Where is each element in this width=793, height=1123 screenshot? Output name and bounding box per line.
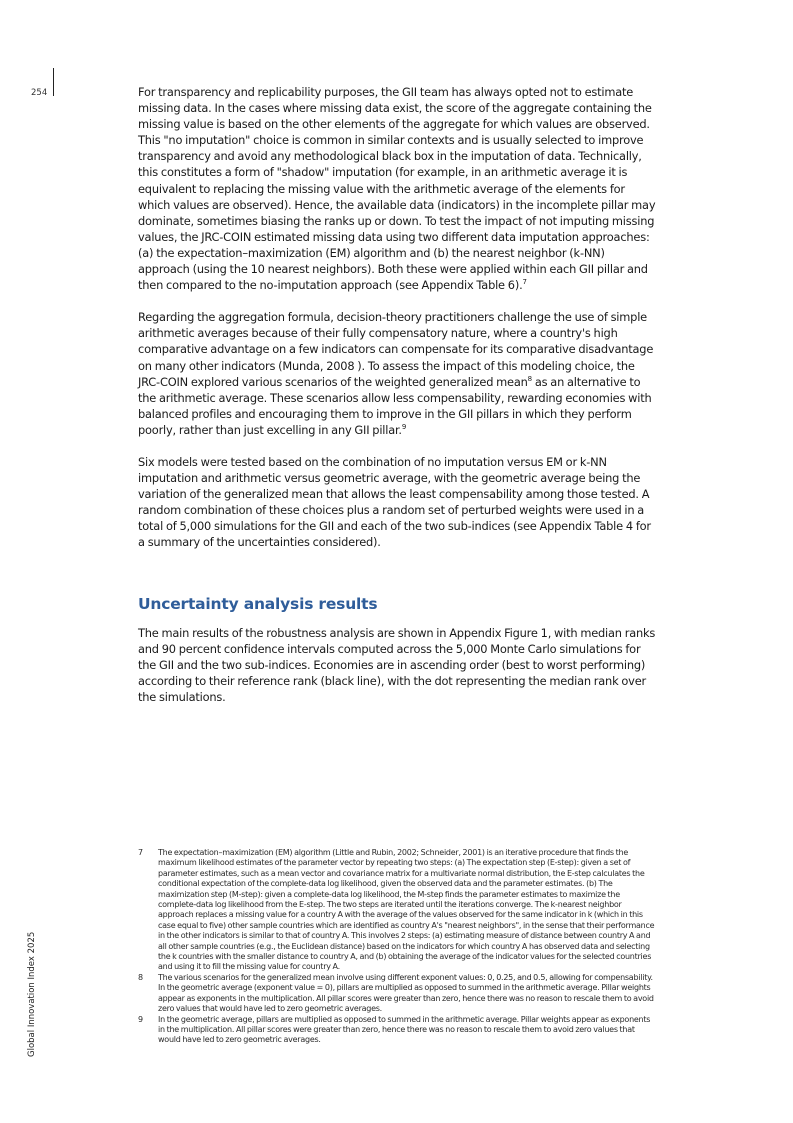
paragraph-imputation xyxy=(138,84,658,293)
footnote-7 xyxy=(138,848,658,973)
paragraph-results: The main results of the robustness analysis are shown in Appendix Figure 1, with median ranks and 90 percent confidence intervals computed across the 5,000 Monte Carlo simulations for the GII and the two sub-indices. Economies are in ascending order (best to worst performing) according to their reference rank (black line), with the dot representing the median rank over the simulations. xyxy=(138,625,656,704)
paragraph-aggregation-text-a: Regarding the aggregation formula, decision-theory practitioners challenge the use of simple arithmetic averages because of their fully compensatory nature, where a country's high comparative advantage on a few indicators can compensate for its comparative disadvantage on many other indicators (Munda, 2008 ). To assess the impact of this modeling choice, the JRC-COIN explored various scenarios of the weighted generalized mean xyxy=(138,310,654,389)
footnote-ref-8[interactable]: 8 xyxy=(527,374,532,383)
paragraph-aggregation-text-b: as an alternative to the arithmetic average. These scenarios allow less compensability, rewarding economies with balanced profiles and encouraging them to improve in the GII pillars in which they perform poorly, rather than just excelling in any GII pillar. xyxy=(138,374,652,437)
footnote-ref-9[interactable]: 9 xyxy=(401,423,407,432)
footnote-text: In the geometric average, pillars are multiplied as opposed to summed in the arithmetic average. Pillar weights appear as exponents in the multiplication. All pillar scores were greater than zero, hence there was no reason to rescale them to avoid zero values that would have led to zero geometric averages. xyxy=(158,1014,651,1045)
paragraph-aggregation xyxy=(138,309,658,438)
running-title: Global Innovation Index 2025 xyxy=(27,931,37,1057)
footnotes xyxy=(138,848,658,1046)
paragraph-imputation-text: For transparency and replicability purposes, the GII team has always opted not to estimate missing data. In the cases where missing data exist, the score of the aggregate containing the missing value is based on the other elements of the aggregate for which values are observed. This "no imputation" choice is common in similar contexts and is usually selected to improve transparency and avoid any methodological black box in the imputation of data. Technically, this constitutes a form of "shadow" imputation (for example, in an arithmetic average it is equivalent to replacing the missing value with the arithmetic average of the elements for which values are observed). Hence, the available data (indicators) in the incomplete pillar may dominate, sometimes biasing the ranks up or down. To test the impact of not imputing missing values, the JRC-COIN estimated missing data using two different data imputation approaches: (a) the expectation–maximization (EM) algorithm and (b) the nearest neighbor (k-NN) approach (using the 10 nearest neighbors). Both these were applied within each GII pillar and then compared to the no-imputation approach (see Appendix Table 6). xyxy=(138,85,656,293)
footnote-ref-7[interactable]: 7 xyxy=(522,278,527,287)
footnote-9 xyxy=(138,1015,658,1046)
section-heading: Uncertainty analysis results xyxy=(138,594,378,613)
footnote-8 xyxy=(138,973,658,1015)
paragraph-models: Six models were tested based on the combination of no imputation versus EM or k-NN imputation and arithmetic versus geometric average, with the geometric average being the variation of the generalized mean that allows the least compensability among those tested. A random combination of these choices plus a random set of perturbed weights were used in a total of 5,000 simulations for the GII and each of the two sub-indices (see Appendix Table 4 for a summary of the uncertainties considered). xyxy=(138,454,651,550)
footnote-number: 8 xyxy=(138,972,143,982)
page-number: 254 xyxy=(31,88,48,98)
page-number-divider xyxy=(53,68,54,96)
main-content xyxy=(138,84,658,721)
footnote-number: 7 xyxy=(138,848,143,857)
footnote-text: The expectation–maximization (EM) algorithm (Little and Rubin, 2002; Schneider, 2001) is an iterative procedure that finds the maximum likelihood estimates of the parameter vector by repeating two steps: (a) The expectation step (E-step): given a set of parameter estimates, such as a mean vector and covariance matrix for a multivariate normal distribution, the E-step calculates the conditional expectation of the complete-data log likelihood, given the observed data and the parameter estimates. (b) The maximization step (M-step): given a complete-data log likelihood, the M-step finds the parameter estimates to maximize the complete-data log likelihood from the E-step. The two steps are iterated until the iterations converge. The k-nearest neighbor approach replaces a missing value for a country A with the average of the values observed for the same indicator in k (which in this case equal to five) other sample countries which are identified as country A's "nearest neighbors", in the sense that their performance in the other indicators is similar to that of country A. This involves 2 steps: (a) estimating measure of distance between country A and all other sample countries (e.g., the Euclidean distance) based on the indicators for which country A has observed data and selecting the k countries with the smaller distance to country A, and (b) obtaining the average of the indicator values for the selected countries and using it to fill the missing value for country A. xyxy=(158,848,655,972)
footnote-number: 9 xyxy=(138,1014,143,1024)
footnote-text: The various scenarios for the generalized mean involve using different exponent values: 0, 0.25, and 0.5, allowing for compensability. In the geometric average (exponent value = 0), pillars are multiplied as opposed to summed in the arithmetic average. Pillar weights appear as exponents in the multiplication. All pillar scores were greater than zero, hence there was no reason to rescale them to avoid zero values that would have led to zero geometric averages. xyxy=(158,972,654,1014)
